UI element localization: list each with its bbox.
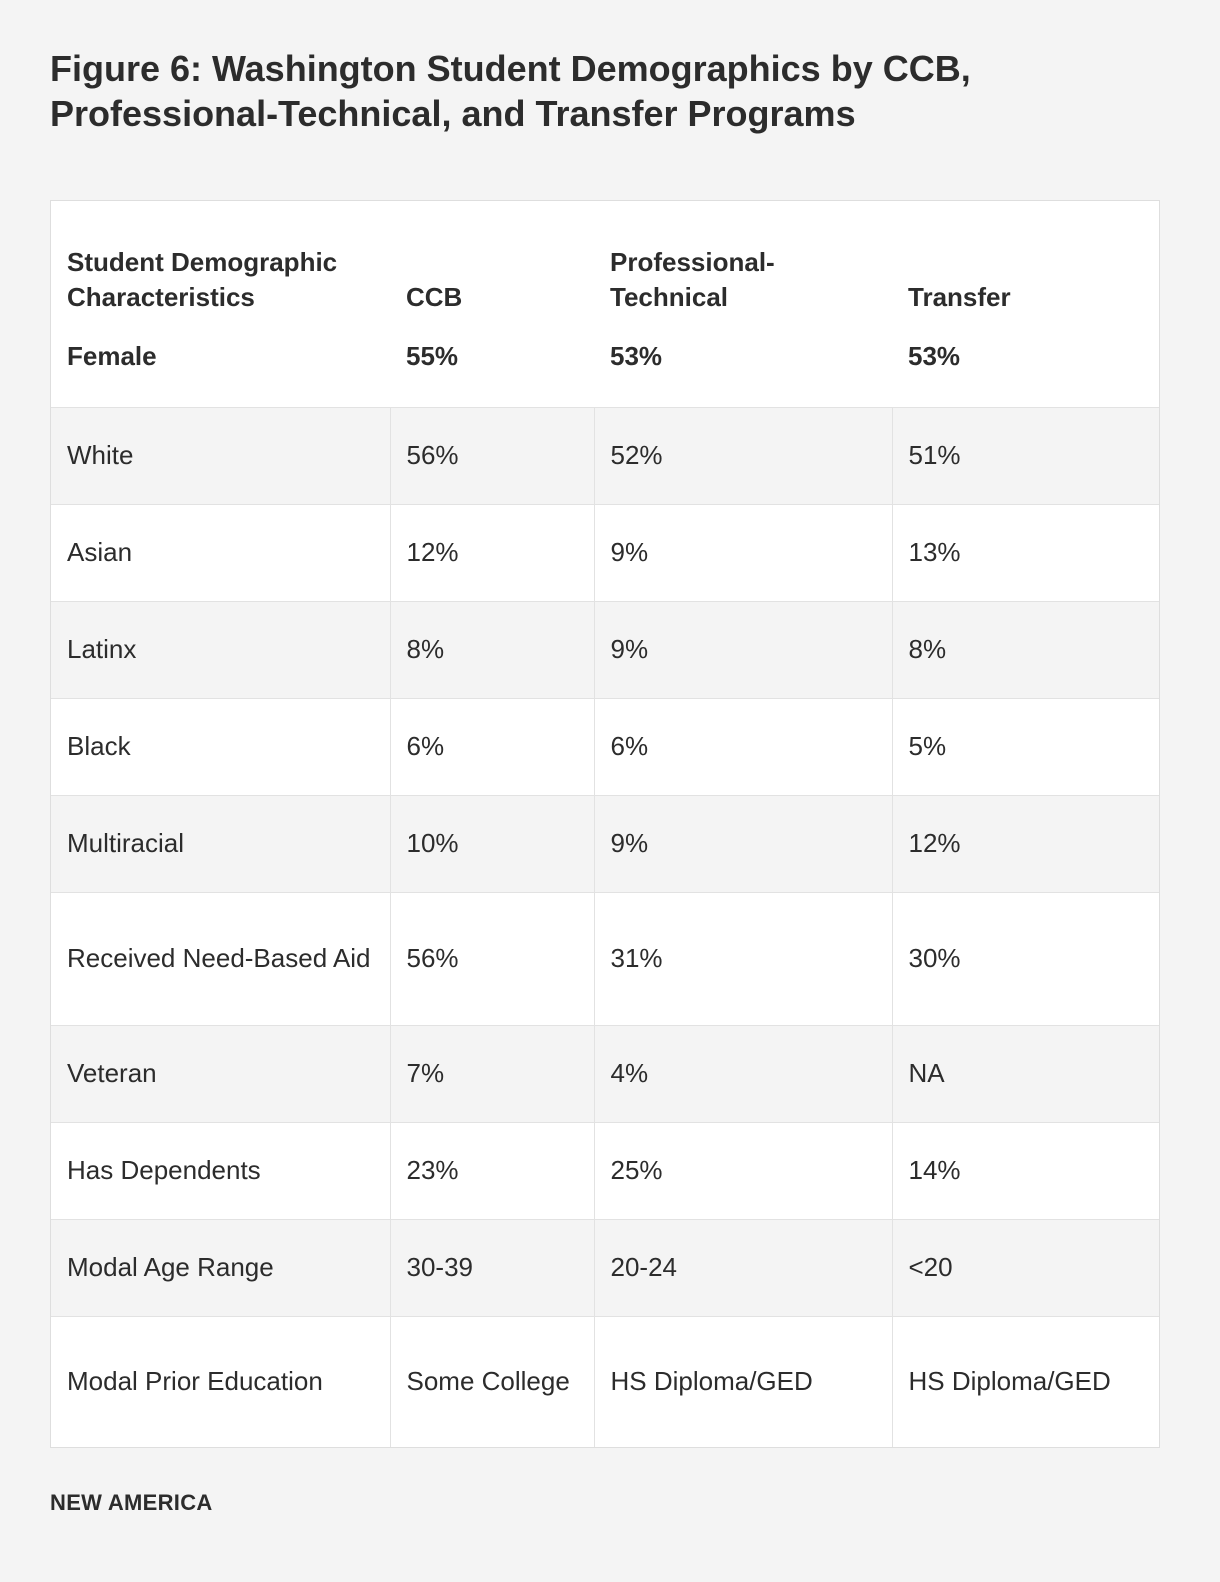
row-label-female: Female xyxy=(51,329,390,407)
column-header-row xyxy=(51,201,1159,329)
demographics-table xyxy=(50,200,1160,1448)
column-header-transfer: Transfer xyxy=(892,201,1159,329)
cell-transfer: 12% xyxy=(892,795,1159,892)
cell-professional-technical: 25% xyxy=(594,1122,892,1219)
row-label: Asian xyxy=(51,504,390,601)
cell-transfer: NA xyxy=(892,1025,1159,1122)
table-row xyxy=(51,795,1159,892)
table-row xyxy=(51,601,1159,698)
row-label: Black xyxy=(51,698,390,795)
cell-professional-technical: 6% xyxy=(594,698,892,795)
cell-professional-technical: 31% xyxy=(594,892,892,1025)
data-table xyxy=(51,201,1159,1447)
cell-ccb: 8% xyxy=(390,601,594,698)
cell-transfer: 14% xyxy=(892,1122,1159,1219)
row-label: Modal Prior Education xyxy=(51,1316,390,1447)
cell-professional-technical: HS Diploma/GED xyxy=(594,1316,892,1447)
cell-female-professional-technical: 53% xyxy=(594,329,892,407)
table-row xyxy=(51,407,1159,504)
cell-ccb: 6% xyxy=(390,698,594,795)
table-row xyxy=(51,698,1159,795)
table-row xyxy=(51,1025,1159,1122)
cell-professional-technical: 9% xyxy=(594,601,892,698)
table-row xyxy=(51,892,1159,1025)
header-row-female xyxy=(51,329,1159,407)
column-header-professional-technical: Professional-Technical xyxy=(594,201,892,329)
cell-professional-technical: 20-24 xyxy=(594,1219,892,1316)
table-row xyxy=(51,1122,1159,1219)
cell-ccb: 12% xyxy=(390,504,594,601)
cell-ccb: 7% xyxy=(390,1025,594,1122)
column-header-ccb: CCB xyxy=(390,201,594,329)
row-label: Latinx xyxy=(51,601,390,698)
cell-transfer: 13% xyxy=(892,504,1159,601)
cell-ccb: 10% xyxy=(390,795,594,892)
brand-logo-text: NEW AMERICA xyxy=(50,1490,213,1515)
cell-ccb: 23% xyxy=(390,1122,594,1219)
cell-transfer: 5% xyxy=(892,698,1159,795)
cell-transfer: 30% xyxy=(892,892,1159,1025)
row-label: White xyxy=(51,407,390,504)
cell-female-ccb: 55% xyxy=(390,329,594,407)
cell-transfer: 51% xyxy=(892,407,1159,504)
chart-title: Figure 6: Washington Student Demographics by CCB, Professional-Technical, and Transfer Programs xyxy=(50,48,971,134)
row-label: Has Dependents xyxy=(51,1122,390,1219)
cell-professional-technical: 52% xyxy=(594,407,892,504)
cell-transfer: <20 xyxy=(892,1219,1159,1316)
cell-ccb: 30-39 xyxy=(390,1219,594,1316)
cell-transfer: 8% xyxy=(892,601,1159,698)
cell-ccb: 56% xyxy=(390,892,594,1025)
cell-ccb: 56% xyxy=(390,407,594,504)
cell-professional-technical: 4% xyxy=(594,1025,892,1122)
row-label: Modal Age Range xyxy=(51,1219,390,1316)
cell-professional-technical: 9% xyxy=(594,504,892,601)
table-row xyxy=(51,504,1159,601)
cell-professional-technical: 9% xyxy=(594,795,892,892)
table-row xyxy=(51,1316,1159,1447)
row-label: Multiracial xyxy=(51,795,390,892)
row-label: Veteran xyxy=(51,1025,390,1122)
cell-female-transfer: 53% xyxy=(892,329,1159,407)
table-row xyxy=(51,1219,1159,1316)
column-header-characteristics: Student Demographic Characteristics xyxy=(51,201,390,329)
cell-transfer: HS Diploma/GED xyxy=(892,1316,1159,1447)
cell-ccb: Some College xyxy=(390,1316,594,1447)
row-label: Received Need-Based Aid xyxy=(51,892,390,1025)
